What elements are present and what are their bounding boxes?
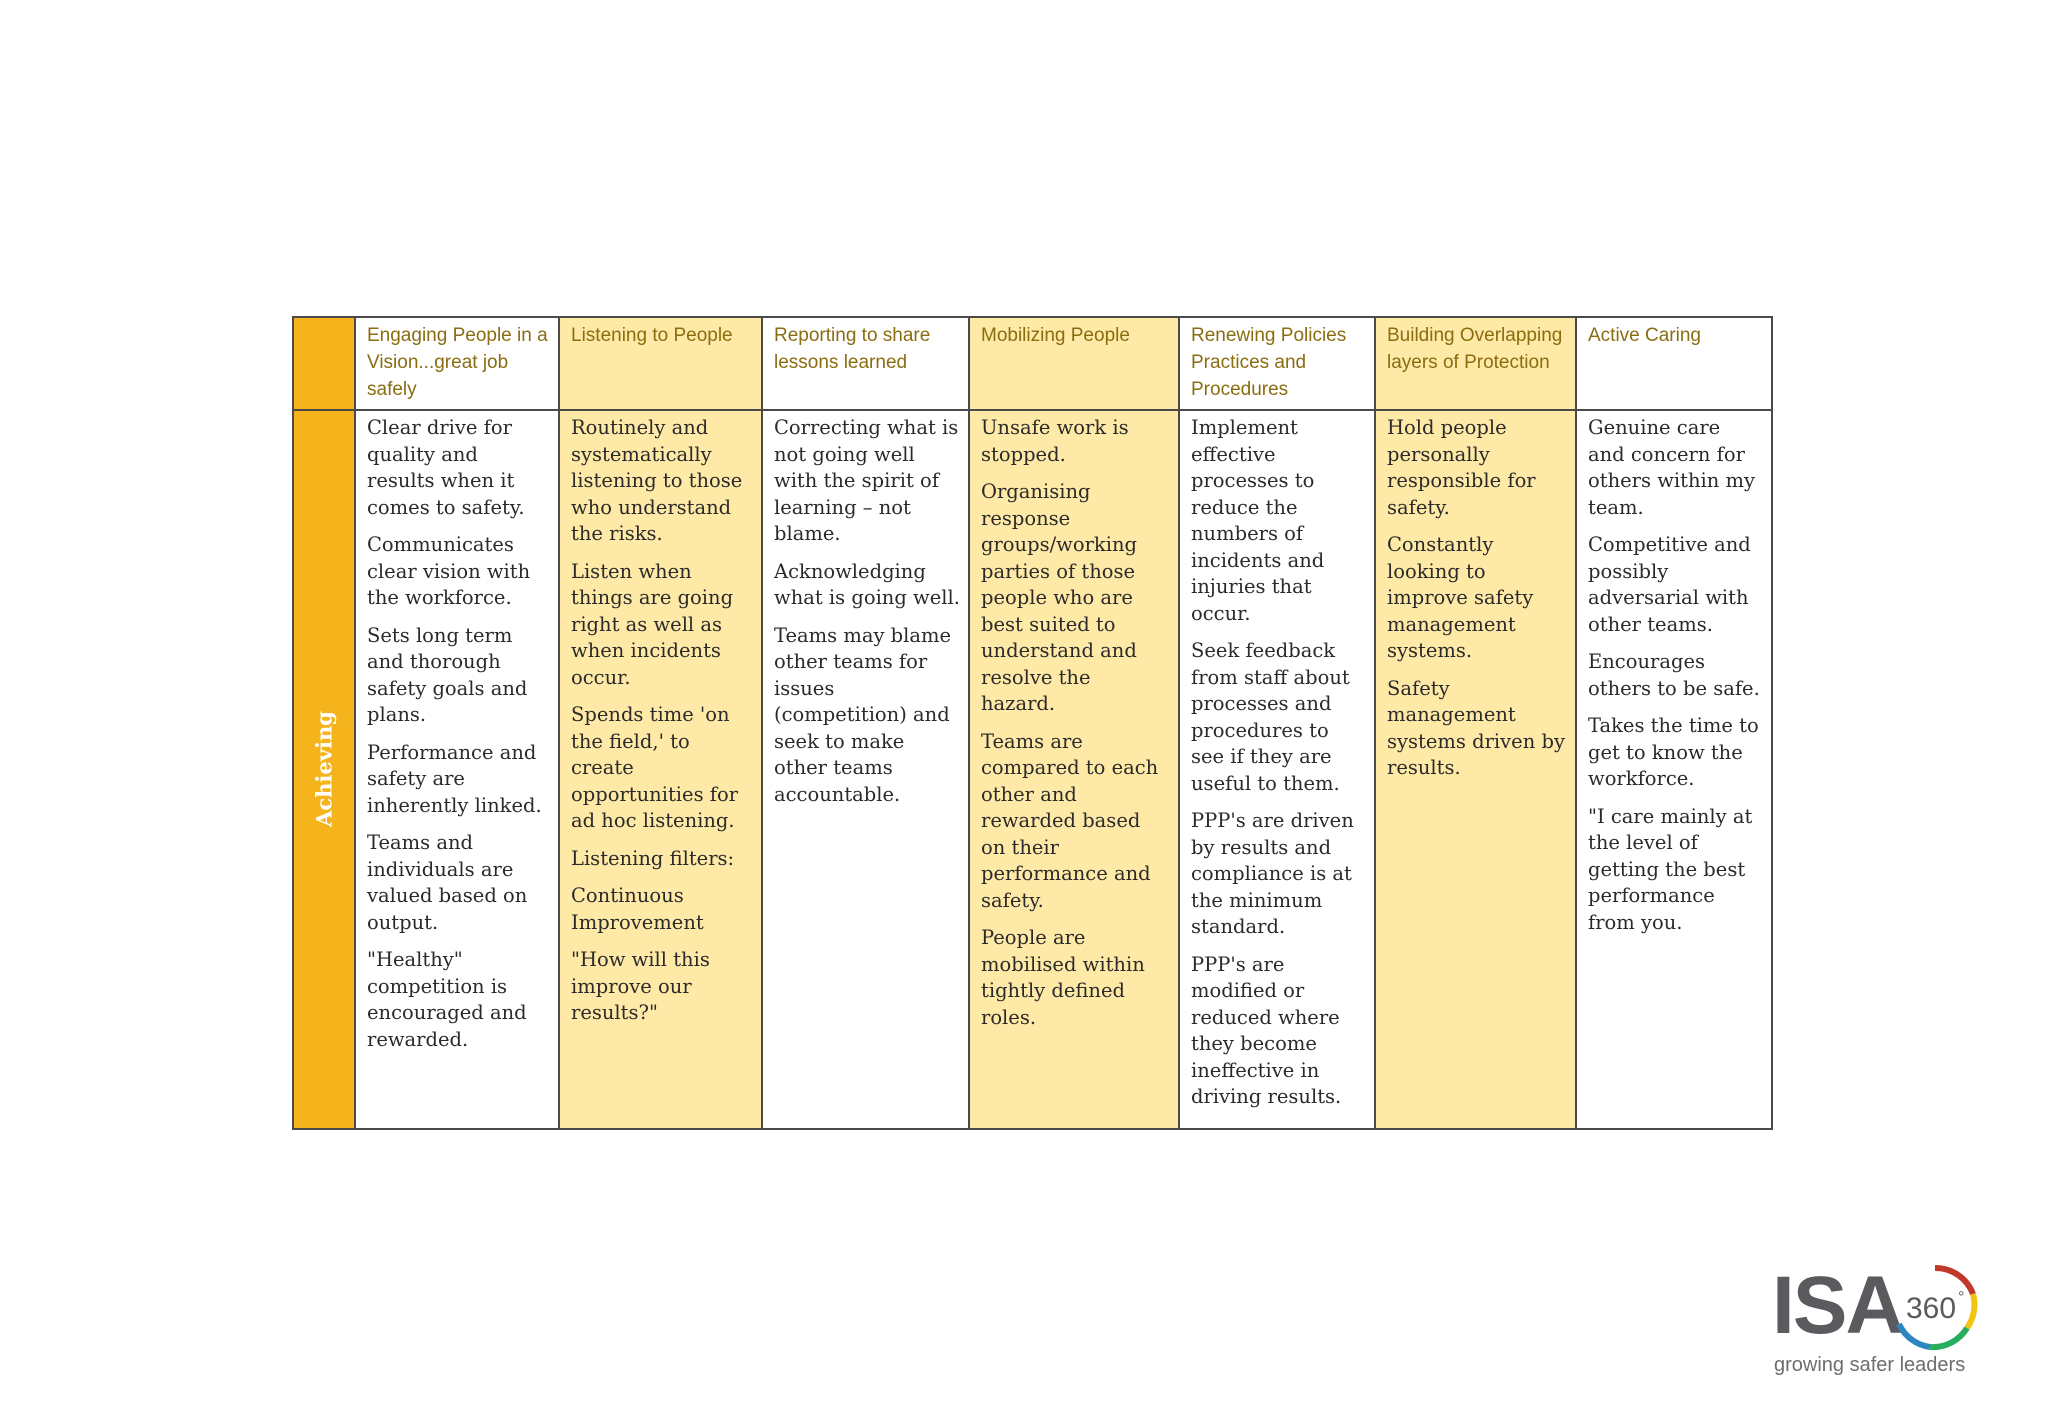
cell-item: PPP's are modified or reduced where they become ineffective in driving results. [1191,952,1342,1108]
cell-item: "Healthy" competition is encouraged and rewarded. [367,948,527,1051]
cell-item: Hold people personally responsible for safety. [1387,416,1536,519]
cell-item: "How will this improve our results?" [571,948,710,1024]
cell-item: Sets long term and thorough safety goals and plans. [367,623,528,726]
column-cell [969,410,1179,1129]
logo-ring-icon [1885,1262,1985,1354]
cell-item: Genuine care and concern for others within my team. [1588,416,1756,519]
cell-item: Performance and safety are inherently linked. [367,740,542,817]
cell-item: Safety management systems driven by results. [1387,676,1565,779]
cell-item: "I care mainly at the level of getting the best performance from you. [1588,804,1753,934]
cell-item: Encourages others to be safe. [1588,650,1760,700]
cell-item: Teams may blame other teams for issues (competition) and seek to make other teams accountable. [774,623,952,806]
row-label-achieving [293,410,355,1129]
column-header: Active Caring [1576,317,1772,410]
leadership-matrix-table [292,316,1773,1130]
cell-item: Organising response groups/working parties of those people who are best suited to understand and resolve the hazard. [981,480,1138,715]
cell-item: Communicates clear vision with the workforce. [367,533,531,609]
column-header: Renewing Policies Practices and Procedures [1179,317,1375,410]
cell-item: Competitive and possibly adversarial with other teams. [1588,533,1751,636]
cell-item: Teams and individuals are valued based on output. [367,831,528,934]
column-cell [1179,410,1375,1129]
logo-360-text: 360 [1905,1292,1957,1325]
column-header: Reporting to share lessons learned [762,317,969,410]
cell-item: Listening filters: [571,846,735,870]
cell-item: Spends time 'on the field,' to create opportunities for ad hoc listening. [571,703,739,832]
cell-item: People are mobilised within tightly defined roles. [981,926,1145,1029]
cell-item: Routinely and systematically listening to those who understand the risks. [571,416,743,545]
cell-item: Teams are compared to each other and rewarded based on their performance and safety. [981,729,1159,912]
column-header: Listening to People [559,317,762,410]
header-row [293,317,1772,410]
column-cell [1375,410,1576,1129]
column-header: Mobilizing People [969,317,1179,410]
logo-isa-text: ISA [1772,1260,1903,1351]
cell-item: Clear drive for quality and results when it comes to safety. [367,416,525,519]
cell-item: Unsafe work is stopped. [981,416,1129,466]
cell-item: Constantly looking to improve safety management systems. [1387,533,1534,662]
svg-text:°: ° [1958,1289,1965,1306]
cell-item: Acknowledging what is going well. [774,559,960,609]
logo-tagline: growing safer leaders [1774,1354,1966,1376]
column-cell [355,410,559,1129]
row-label-corner [293,317,355,410]
cell-item: Correcting what is not going well with the spirit of learning – not blame. [774,416,959,545]
column-cell [559,410,762,1129]
cell-item: PPP's are driven by results and compliance is at the minimum standard. [1191,809,1354,938]
cell-item: Takes the time to get to know the workforce. [1588,714,1759,790]
cell-item: Seek feedback from staff about processes and procedures to see if they are useful to them. [1191,639,1350,795]
row-label-text: Achieving [311,711,337,828]
column-cell [1576,410,1772,1129]
cell-item: Continuous Improvement [571,884,704,934]
cell-item: Implement effective processes to reduce the numbers of incidents and injuries that occur. [1191,416,1325,625]
column-header: Building Overlapping layers of Protection [1375,317,1576,410]
achieving-row [293,410,1772,1129]
column-header: Engaging People in a Vision...great job safely [355,317,559,410]
isa360-logo [1772,1262,1987,1388]
column-cell [762,410,969,1129]
cell-item: Listen when things are going right as well as when incidents occur. [571,559,734,689]
